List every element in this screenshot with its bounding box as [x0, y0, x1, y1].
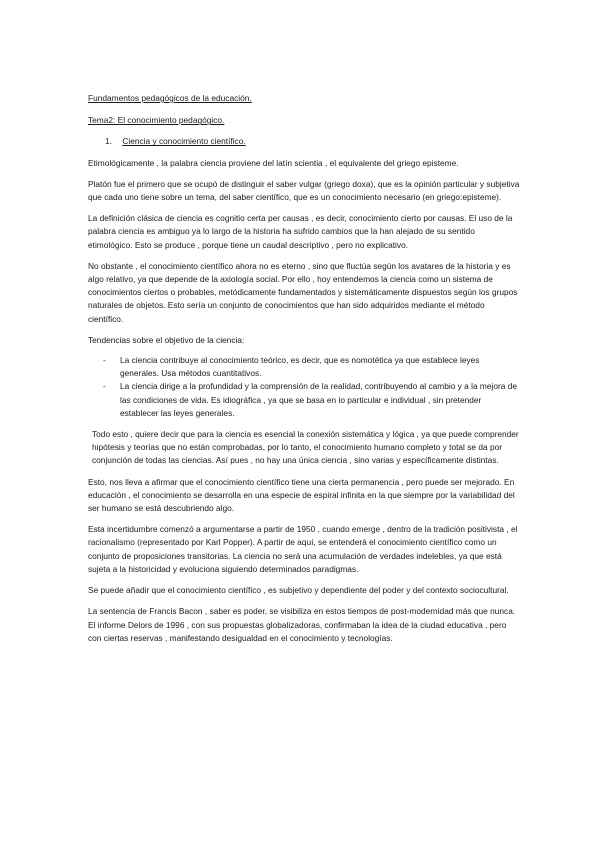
paragraph-classic-definition: La definición clásica de ciencia es cognitio certa per causas , es decir, conocimiento cierto por causas. El uso de la palabra ciencia es ambiguo ya lo largo de la historia ha sufrido cambios que la han alejado de su sentido etimológico. Esto se produce , porque tiene un caudal descriptivo , pero no explicativo. — [88, 213, 513, 250]
paragraph-scientific-knowledge: No obstante , el conocimiento científico ahora no es eterno , sino que fluctúa según los avatares de la historia y es algo relativo, ya que depende de la axiología social. Por ello , hoy entendemos la ciencia como un sistema de conocimientos ciertos o probables, metódicamente fundamentados y sistemáticamente dispuestos según los grupos naturales de objetos. Esto sería un conjunto de conocimientos que han sido adquiridos mediante el método científico. — [88, 260, 518, 324]
topic-subtitle: Tema2: El conocimiento pedagógico. — [88, 115, 225, 126]
list-item — [88, 380, 520, 420]
paragraph-permanence: Esto, nos lleva a afirmar que el conocimiento científico tiene una cierta permanencia , pero puede ser mejorado. En educación , el conocimiento se desarrolla en una especie de espiral infinita en la que siempre por la variabilidad del ser humano se está descubriendo algo. — [88, 476, 515, 514]
document-title: Fundamentos pedagógicos de la educación. — [88, 93, 252, 103]
document-page — [88, 92, 520, 653]
paragraph-etymology: Etimológicamente , la palabra ciencia proviene del latín scientia , el equivalente del griego episteme. — [88, 157, 459, 168]
list-dash: - — [103, 381, 106, 392]
list-item — [88, 354, 520, 380]
list-item-text: La ciencia dirige a la profundidad y la comprensión de la realidad, contribuyendo al cambio y a la mejora de las condiciones de vida. Es idiográfica , ya que se basa en lo particular e individual , sin pretender establecer las leyes generales. — [120, 381, 518, 418]
paragraph-uncertainty: Esta incertidumbre comenzó a argumentarse a partir de 1950 , cuando emerge , dentro de la tradición positivista , el racionalismo (representado por Karl Popper). A partir de aquí, se entenderá el conocimiento científico como un conjunto de proposiciones transitorias. La ciencia no será una acumulación de verdades indelebles, ya que está sujeta a la historicidad y evoluciona siguiendo determinados paradigmas. — [88, 524, 518, 574]
section-label: Ciencia y conocimiento científico. — [122, 136, 246, 147]
paragraph-bacon: La sentencia de Francis Bacon , saber es poder, se visibiliza en estos tiempos de post-modernidad más que nunca. El informe Delors de 1996 , con sus propuestas globalizadoras, confirmaban la idea de la ciudad educativa , pero con ciertas reservas , manifestando desigualdad en el conocimiento y tecnologías. — [88, 606, 516, 643]
paragraph-subjective: Se puede añadir que el conocimiento científico , es subjetivo y dependiente del poder y del contexto sociocultural. — [88, 585, 509, 596]
list-item-text: La ciencia contribuye al conocimiento teórico, es decir, que es nomotética ya que establece leyes generales. Usa métodos cuantitativos. — [120, 355, 480, 379]
section-number: 1. — [105, 136, 112, 147]
list-dash: - — [103, 355, 106, 366]
tendencies-heading: Tendencias sobre el objetivo de la ciencia: — [88, 334, 245, 345]
paragraph-plato: Platón fue el primero que se ocupó de distinguir el saber vulgar (griego doxa), que es la opinión particular y subjetiva que cada uno tiene sobre un tema, del saber científico, que es un conocimiento necesario (en griego:episteme). — [88, 178, 520, 203]
tendencies-list — [88, 354, 520, 420]
section-heading — [88, 135, 520, 148]
paragraph-systematic: Todo esto , quiere decir que para la ciencia es esencial la conexión sistemática y lógica , ya que puede comprender hipótesis y teorías que no están comprobadas, por lo tanto, el conocimiento humano completo y total se da por conjunción de todas las ciencias. Así pues , no hay una única ciencia , sino varias y específicamente distintas. — [92, 429, 519, 466]
